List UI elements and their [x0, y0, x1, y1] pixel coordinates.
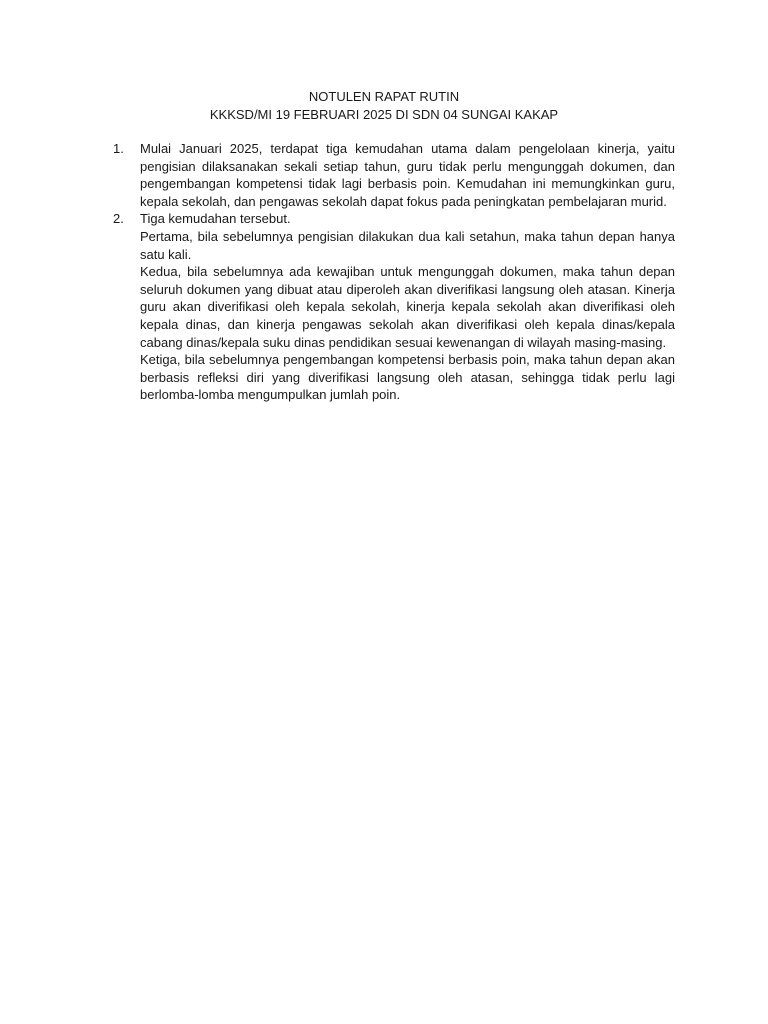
note-item-1	[113, 140, 675, 210]
note-paragraph: Ketiga, bila sebelumnya pengembangan kompetensi berbasis poin, maka tahun depan akan berbasis refleksi diri yang diverifikasi langsung oleh atasan, sehingga tidak perlu lagi berlomba-lomba mengumpulkan jumlah poin.	[140, 352, 675, 403]
title-line-2: KKKSD/MI 19 FEBRUARI 2025 DI SDN 04 SUNGAI KAKAP	[209, 107, 559, 122]
note-paragraph: Kedua, bila sebelumnya ada kewajiban untuk mengunggah dokumen, maka tahun depan seluruh dokumen yang dibuat atau diperoleh akan diverifikasi langsung oleh atasan. Kinerja guru akan diverifikasi oleh kepala sekolah, kinerja kepala sekolah akan diverifikasi oleh kepala dinas, dan kinerja pengawas sekolah akan diverifikasi oleh kepala dinas/kepala cabang dinas/kepala suku dinas pendidikan sesuai kewenangan di wilayah masing-masing.	[140, 264, 675, 350]
notes-list	[113, 140, 675, 404]
document-title	[0, 88, 768, 124]
note-paragraph: Mulai Januari 2025, terdapat tiga kemudahan utama dalam pengelolaan kinerja, yaitu pengisian dilaksanakan sekali setiap tahun, guru tidak perlu mengunggah dokumen, dan pengembangan kompetensi tidak lagi berbasis poin. Kemudahan ini memungkinkan guru, kepala sekolah, dan pengawas sekolah dapat fokus pada peningkatan pembelajaran murid.	[140, 141, 675, 209]
note-number: 2.	[113, 211, 124, 227]
note-paragraph: Tiga kemudahan tersebut.	[140, 211, 291, 227]
note-paragraph: Pertama, bila sebelumnya pengisian dilakukan dua kali setahun, maka tahun depan hanya satu kali.	[140, 228, 675, 262]
note-item-2	[113, 210, 675, 404]
title-line-1: NOTULEN RAPAT RUTIN	[308, 89, 460, 104]
note-number: 1.	[113, 141, 124, 156]
